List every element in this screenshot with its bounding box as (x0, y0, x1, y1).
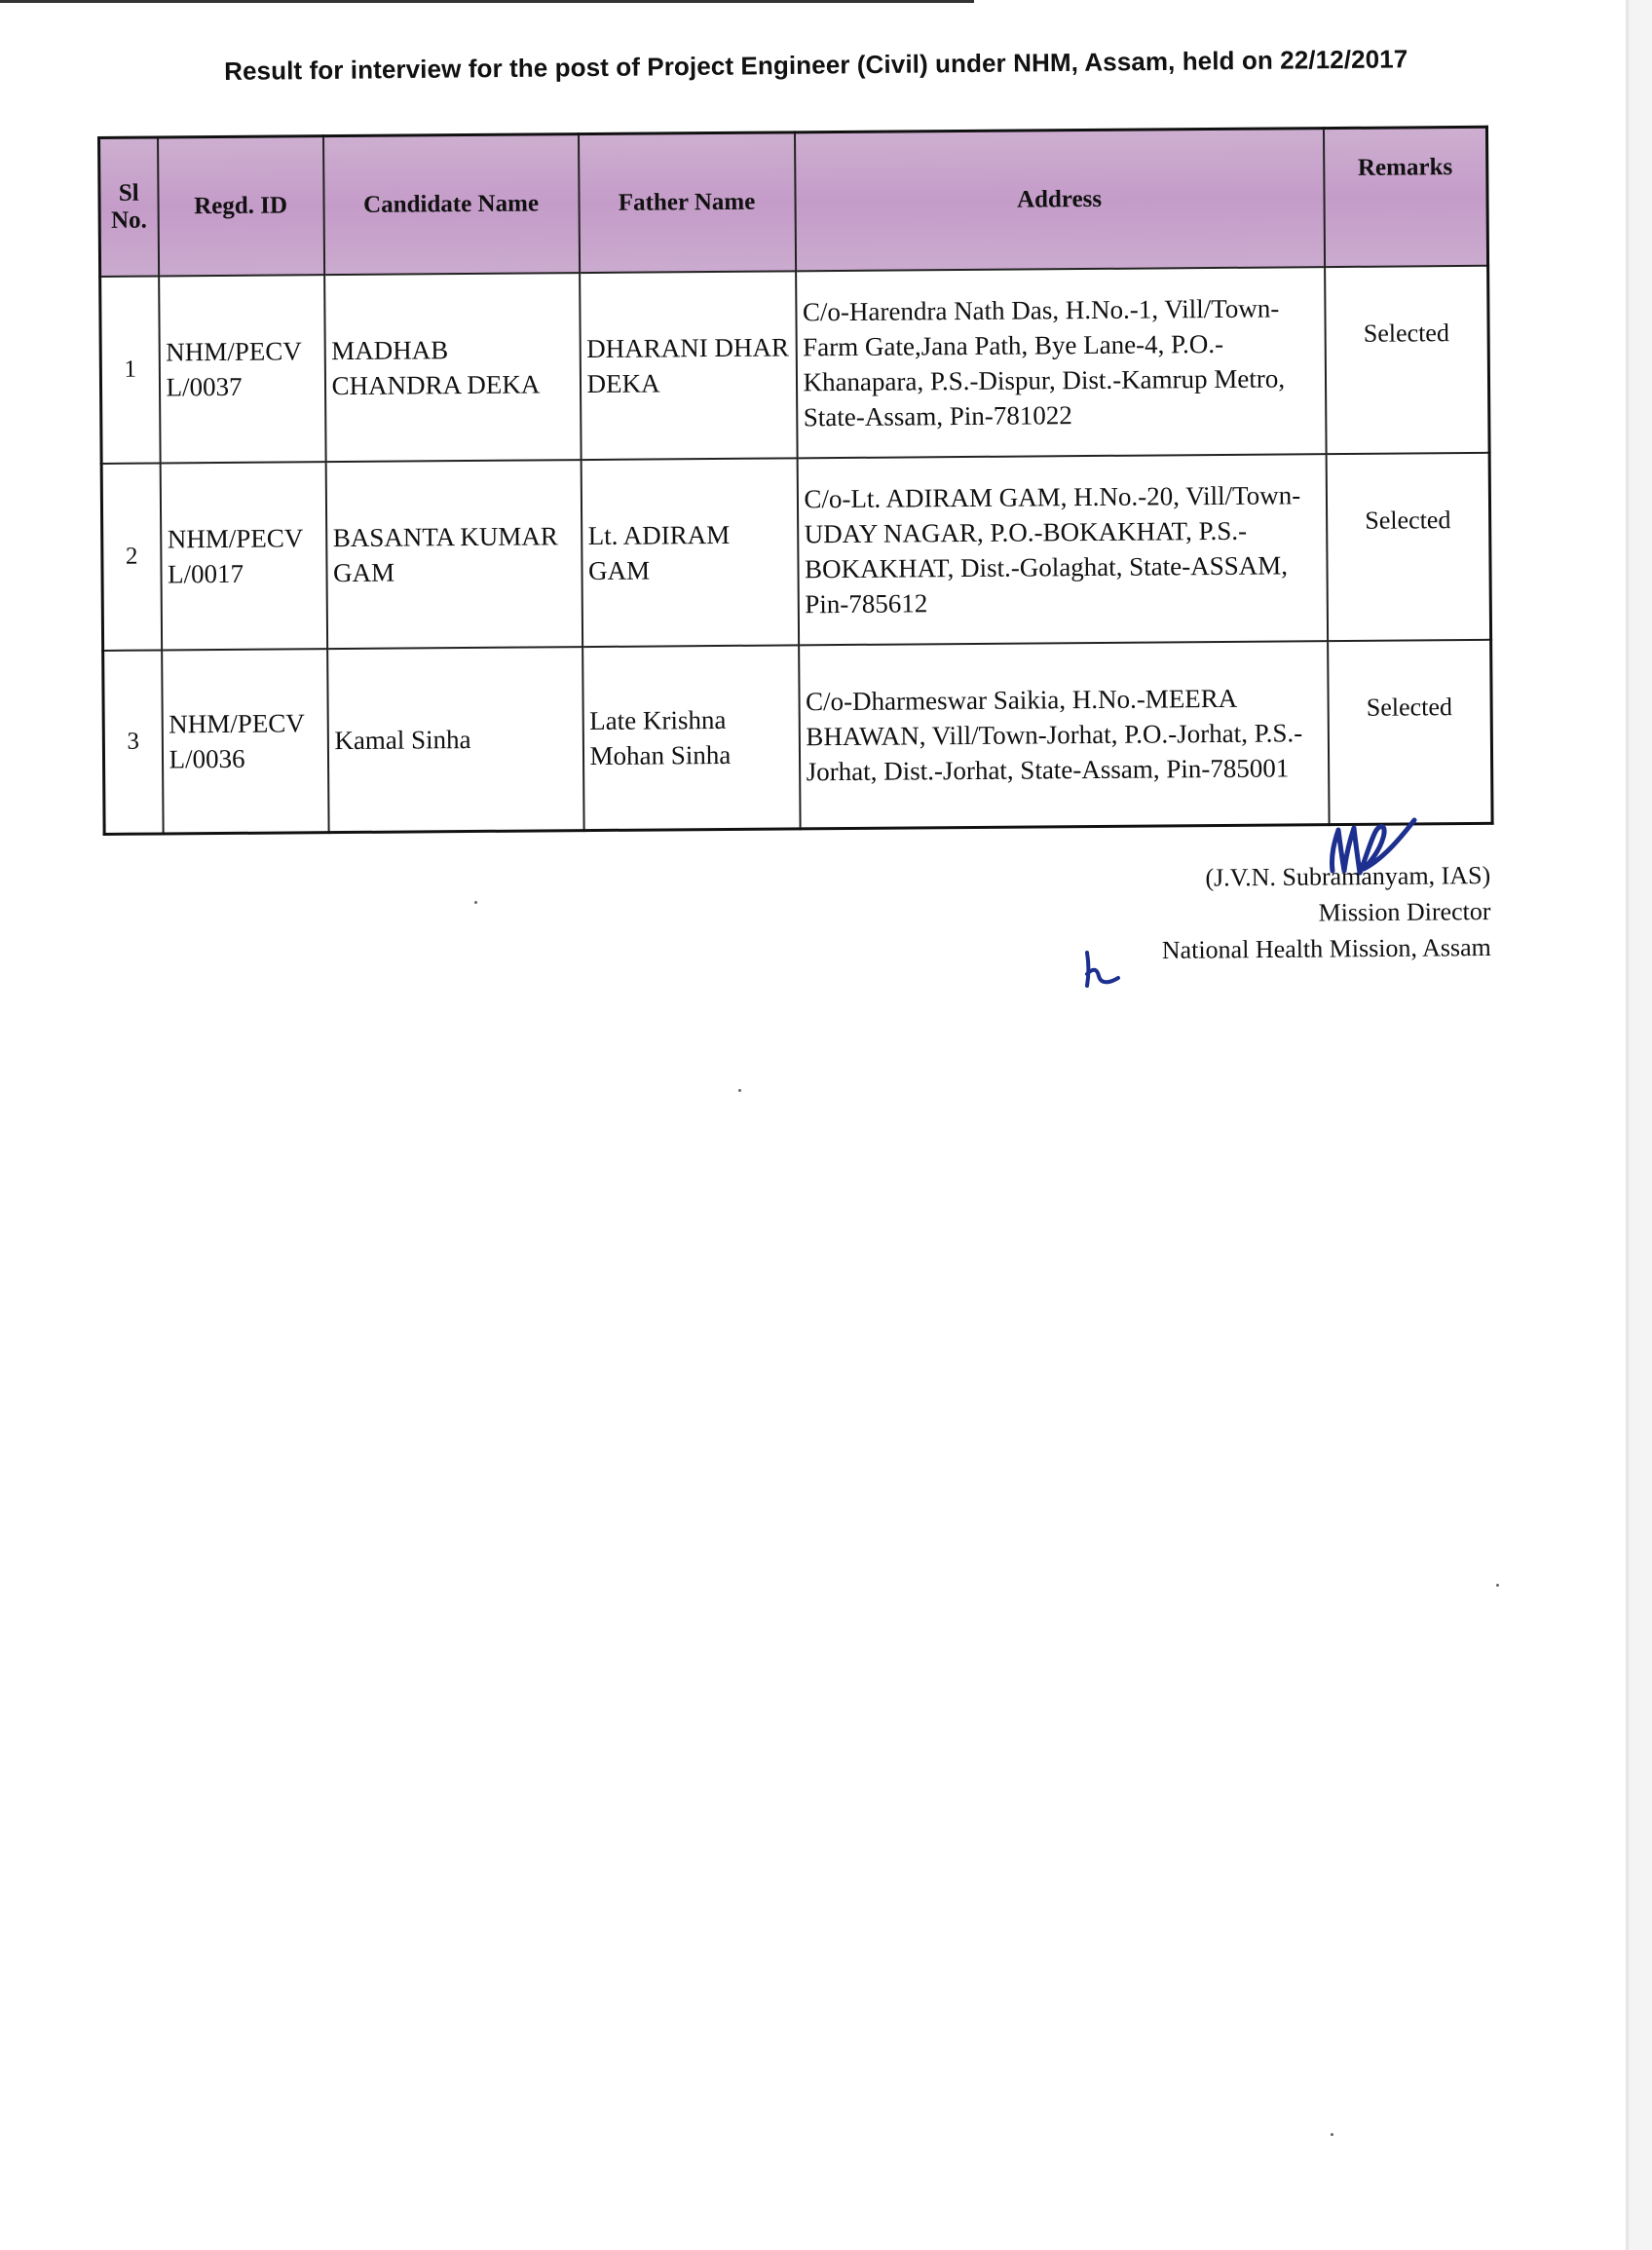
signatory-designation: Mission Director (1318, 896, 1491, 927)
cell-regd-id: NHM/PECV L/0017 (160, 462, 327, 650)
table-header-row (99, 127, 1488, 277)
scan-speck (474, 901, 477, 904)
cell-sl-no: 2 (101, 464, 162, 651)
header-regd-id: Regd. ID (158, 136, 324, 277)
table-row (100, 266, 1489, 464)
header-address: Address (794, 129, 1324, 272)
header-candidate-name: Candidate Name (323, 134, 580, 276)
scan-top-edge (0, 0, 974, 3)
cell-candidate-name: BASANTA KUMAR GAM (325, 460, 582, 649)
header-father-name: Father Name (578, 132, 795, 273)
scan-speck (738, 1089, 741, 1092)
cell-candidate-name: Kamal Sinha (327, 647, 583, 833)
page-title: Result for interview for the post of Project Engineer (Civil) under NHM, Assam, held on 22/12/2017 (224, 44, 1408, 86)
cell-father-name: Late Krishna Mohan Sinha (582, 645, 800, 830)
cell-remarks: Selected (1326, 453, 1491, 641)
result-table-container (97, 126, 1491, 836)
scan-right-margin (1629, 0, 1652, 2250)
cell-remarks: Selected (1325, 266, 1490, 454)
cell-sl-no: 3 (103, 651, 163, 835)
table-row (101, 453, 1490, 651)
cell-father-name: Lt. ADIRAM GAM (581, 458, 799, 647)
signatory-block (1110, 857, 1491, 968)
cell-father-name: DHARANI DHAR DEKA (580, 271, 798, 460)
scan-right-edge (1626, 0, 1629, 2250)
scan-speck (1331, 2133, 1333, 2136)
signatory-organization: National Health Mission, Assam (1161, 932, 1491, 964)
cell-candidate-name: MADHAB CHANDRA DEKA (324, 273, 581, 462)
cell-address: C/o-Dharmeswar Saikia, H.No.-MEERA BHAWAN, Vill/Town-Jorhat, P.O.-Jorhat, P.S.-Jorhat, Dist.-Jorhat, State-Assam, Pin-785001 (799, 641, 1329, 829)
cell-sl-no: 1 (100, 277, 161, 464)
table-row (103, 640, 1492, 835)
header-sl-no: Sl No. (99, 137, 159, 277)
signatory-name: (J.V.N. Subramanyam, IAS) (1205, 860, 1491, 892)
result-table (97, 126, 1494, 836)
scan-speck (1496, 1584, 1499, 1587)
cell-address: C/o-Harendra Nath Das, H.No.-1, Vill/Town-Farm Gate,Jana Path, Bye Lane-4, P.O.-Khanapara, P.S.-Dispur, Dist.-Kamrup Metro, State-Assam, Pin-781022 (796, 267, 1326, 458)
cell-remarks: Selected (1328, 640, 1492, 825)
header-remarks: Remarks (1323, 127, 1487, 267)
cell-regd-id: NHM/PECV L/0037 (159, 275, 326, 463)
cell-address: C/o-Lt. ADIRAM GAM, H.No.-20, Vill/Town-UDAY NAGAR, P.O.-BOKAKHAT, P.S.-BOKAKHAT, Dist.-Golaghat, State-ASSAM, Pin-785612 (797, 454, 1327, 645)
cell-regd-id: NHM/PECV L/0036 (162, 649, 328, 834)
